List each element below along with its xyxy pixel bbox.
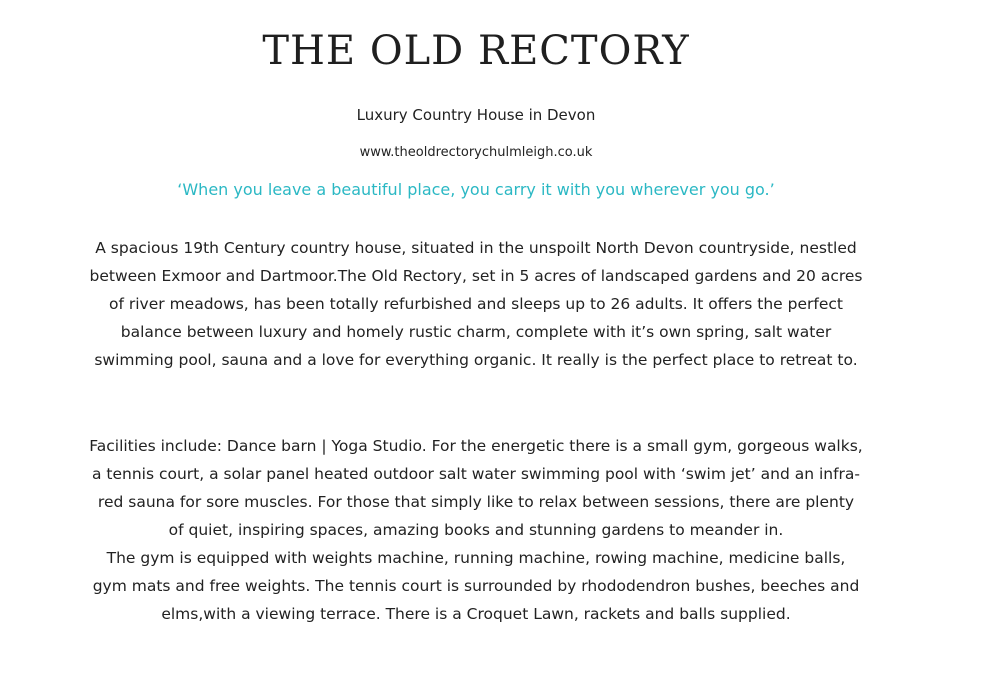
subtitle: Luxury Country House in Devon (356, 106, 596, 124)
facilities-section (88, 432, 864, 628)
facilities-paragraph: Facilities include: Dance barn | Yoga Studio. For the energetic there is a small gym, gorgeous walks, a tennis court, a solar panel heated outdoor salt water swimming pool with ‘swim jet’ and an infra-red sauna for sore muscles. For those that simply like to relax between sessions, there are plenty of quiet, inspiring spaces, amazing books and stunning gardens to meander in. (89, 437, 863, 539)
page-title: THE OLD RECTORY (262, 28, 690, 74)
gym-paragraph: The gym is equipped with weights machine, running machine, rowing machine, medicine balls, gym mats and free weights. The tennis court is surrounded by rhododendron bushes, beeches and elms,with a viewing terrace. There is a Croquet Lawn, rackets and balls supplied. (92, 549, 860, 623)
description-paragraph: A spacious 19th Century country house, situated in the unspoilt North Devon countryside, nestled between Exmoor and Dartmoor.The Old Rectory, set in 5 acres of landscaped gardens and 20 acres of river meadows, has been totally refurbished and sleeps up to 26 adults. It offers the perfect balance between luxury and homely rustic charm, complete with it’s own spring, salt water swimming pool, sauna and a love for everything organic. It really is the perfect place to retreat to. (89, 239, 863, 369)
quote: ‘When you leave a beautiful place, you carry it with you wherever you go.’ (177, 180, 775, 199)
website-url: www.theoldrectorychulmleigh.co.uk (359, 145, 593, 160)
